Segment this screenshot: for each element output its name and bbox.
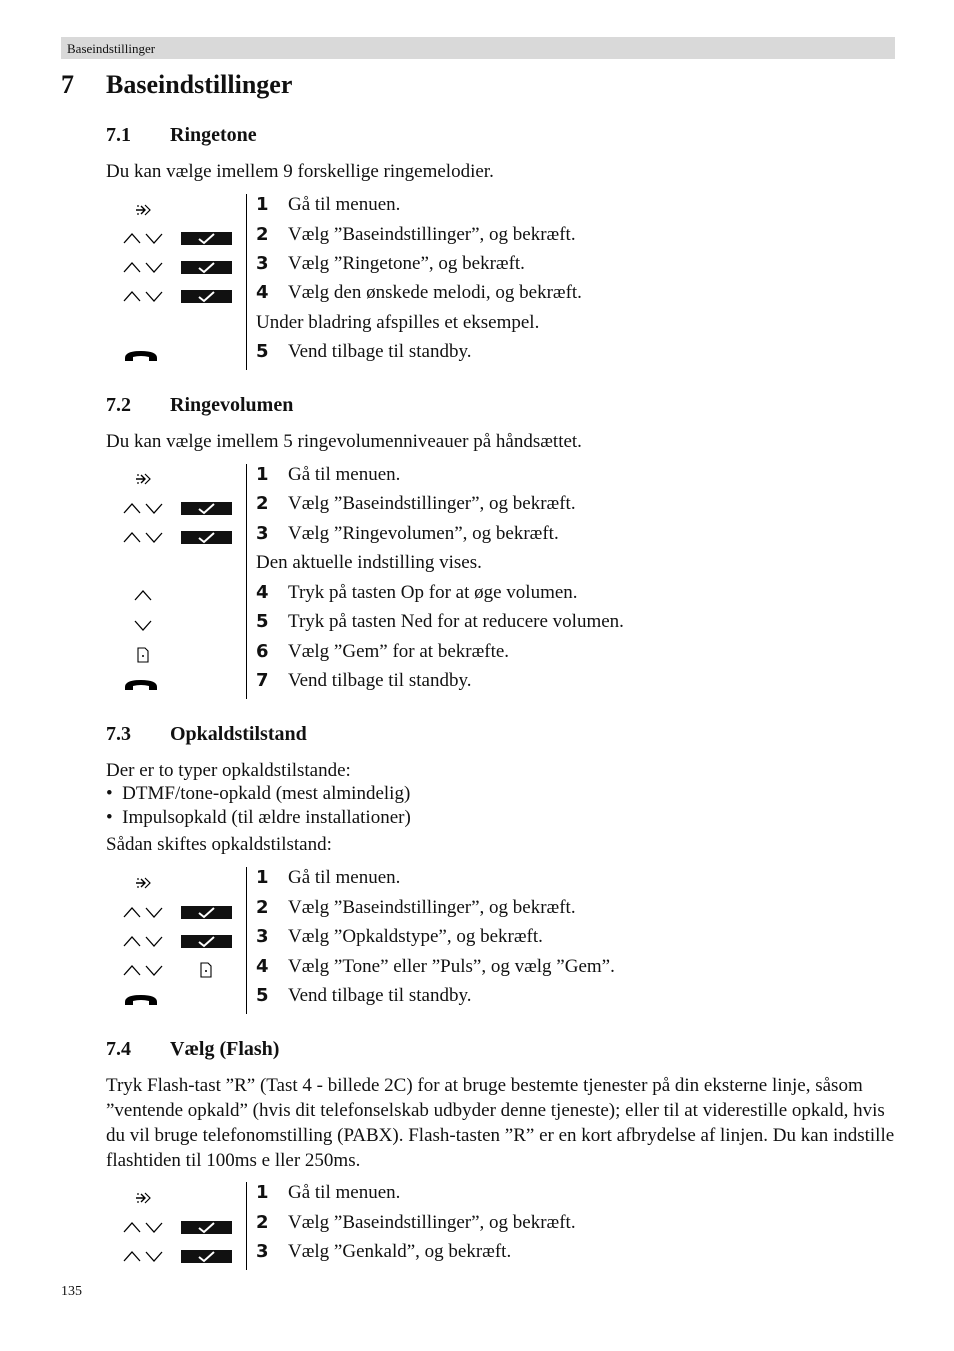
step-row: 2 Vælg ”Baseindstillinger”, og bekræft. (256, 1212, 576, 1233)
menu-key-icon (134, 1190, 152, 1206)
up-down-arrows-icon (122, 501, 164, 515)
section-title: Vælg (Flash) (170, 1038, 280, 1060)
section-intro: Tryk Flash-tast ”R” (Tast 4 - billede 2C) for at bruge bestemte tjenester på din eksterne linje, såsom ”ventende opkald” (hvis dit telefonselskab udbyder denne tjeneste); eller til at viderestille opkald, hvis du vil bruge telefonomstilling (PABX). Flash-tasten ”R” er en kort afbrydelse af linjen. Du kan indstille flashtiden til 100ms e ller 250ms. (106, 1075, 895, 1171)
step-row: 5 Tryk på tasten Ned for at reducere volumen. (256, 611, 624, 632)
up-down-arrows-icon (122, 289, 164, 303)
up-down-arrows-icon (122, 963, 164, 977)
step-note: Den aktuelle indstilling vises. (256, 552, 482, 573)
section-heading-flash (106, 1038, 279, 1061)
section-heading-ringetone (106, 124, 257, 147)
step-row: 5 Vend tilbage til standby. (256, 341, 472, 362)
step-note: Under bladring afspilles et eksempel. (256, 312, 540, 333)
ok-check-key-icon (181, 290, 232, 303)
section-number: 7.4 (106, 1038, 131, 1060)
ok-check-key-icon (181, 935, 232, 948)
page-number: 135 (61, 1284, 82, 1299)
step-row: 4 Vælg ”Tone” eller ”Puls”, og vælg ”Gem”. (256, 956, 615, 977)
step-row: 1 Gå til menuen. (256, 867, 401, 888)
step-row: 7 Vend tilbage til standby. (256, 670, 472, 691)
up-down-arrows-icon (122, 1249, 164, 1263)
step-row: 3 Vælg ”Genkald”, og bekræft. (256, 1241, 512, 1262)
section-number: 7.1 (106, 124, 131, 146)
section-number: 7.2 (106, 394, 131, 416)
up-down-arrows-icon (122, 1220, 164, 1234)
save-softkey-icon (199, 962, 213, 978)
chapter-title: Baseindstillinger (106, 70, 293, 99)
up-down-arrows-icon (122, 530, 164, 544)
up-down-arrows-icon (122, 260, 164, 274)
ok-check-key-icon (181, 531, 232, 544)
step-row: 3 Vælg ”Opkaldstype”, og bekræft. (256, 926, 543, 947)
step-row: 1 Gå til menuen. (256, 194, 401, 215)
section-intro: Du kan vælge imellem 5 ringevolumenniveauer på håndsættet. (106, 431, 582, 452)
step-divider (246, 1182, 247, 1270)
step-divider (246, 194, 247, 370)
section-intro: Du kan vælge imellem 9 forskellige ringemelodier. (106, 161, 494, 182)
section-title: Ringevolumen (170, 394, 294, 416)
menu-key-icon (134, 202, 152, 218)
ok-check-key-icon (181, 1221, 232, 1234)
running-header (61, 37, 895, 59)
handset-hangup-icon (124, 678, 158, 692)
save-softkey-icon (136, 647, 150, 663)
section-title: Ringetone (170, 124, 257, 146)
handset-hangup-icon (124, 993, 158, 1007)
step-row: 2 Vælg ”Baseindstillinger”, og bekræft. (256, 897, 576, 918)
up-down-arrows-icon (122, 934, 164, 948)
up-arrow-icon (133, 588, 153, 602)
section-intro: Der er to typer opkaldstilstande: (106, 760, 351, 781)
up-down-arrows-icon (122, 905, 164, 919)
ok-check-key-icon (181, 232, 232, 245)
down-arrow-icon (133, 618, 153, 632)
chapter-heading (61, 70, 292, 100)
step-row: 6 Vælg ”Gem” for at bekræfte. (256, 641, 510, 662)
up-down-arrows-icon (122, 231, 164, 245)
ok-check-key-icon (181, 261, 232, 274)
step-row: 4 Vælg den ønskede melodi, og bekræft. (256, 282, 582, 303)
step-row: 3 Vælg ”Ringetone”, og bekræft. (256, 253, 525, 274)
menu-key-icon (134, 875, 152, 891)
ok-check-key-icon (181, 502, 232, 515)
section-title: Opkaldstilstand (170, 723, 307, 745)
step-row: 1 Gå til menuen. (256, 1182, 401, 1203)
step-divider (246, 464, 247, 699)
step-row: 1 Gå til menuen. (256, 464, 401, 485)
menu-key-icon (134, 471, 152, 487)
step-row: 2 Vælg ”Baseindstillinger”, og bekræft. (256, 224, 576, 245)
step-row: 5 Vend tilbage til standby. (256, 985, 472, 1006)
step-row: 3 Vælg ”Ringevolumen”, og bekræft. (256, 523, 559, 544)
bullet-item: • DTMF/tone-opkald (mest almindelig) (106, 783, 411, 804)
section-outro: Sådan skiftes opkaldstilstand: (106, 834, 332, 855)
section-number: 7.3 (106, 723, 131, 745)
step-row: 4 Tryk på tasten Op for at øge volumen. (256, 582, 578, 603)
running-header-title: Baseindstillinger (67, 41, 156, 56)
step-row: 2 Vælg ”Baseindstillinger”, og bekræft. (256, 493, 576, 514)
ok-check-key-icon (181, 1250, 232, 1263)
chapter-number: 7 (61, 70, 74, 99)
bullet-item: • Impulsopkald (til ældre installationer) (106, 807, 411, 828)
section-heading-ringevolumen (106, 394, 293, 417)
handset-hangup-icon (124, 349, 158, 363)
section-heading-opkaldstilstand (106, 723, 307, 746)
step-divider (246, 867, 247, 1014)
ok-check-key-icon (181, 906, 232, 919)
